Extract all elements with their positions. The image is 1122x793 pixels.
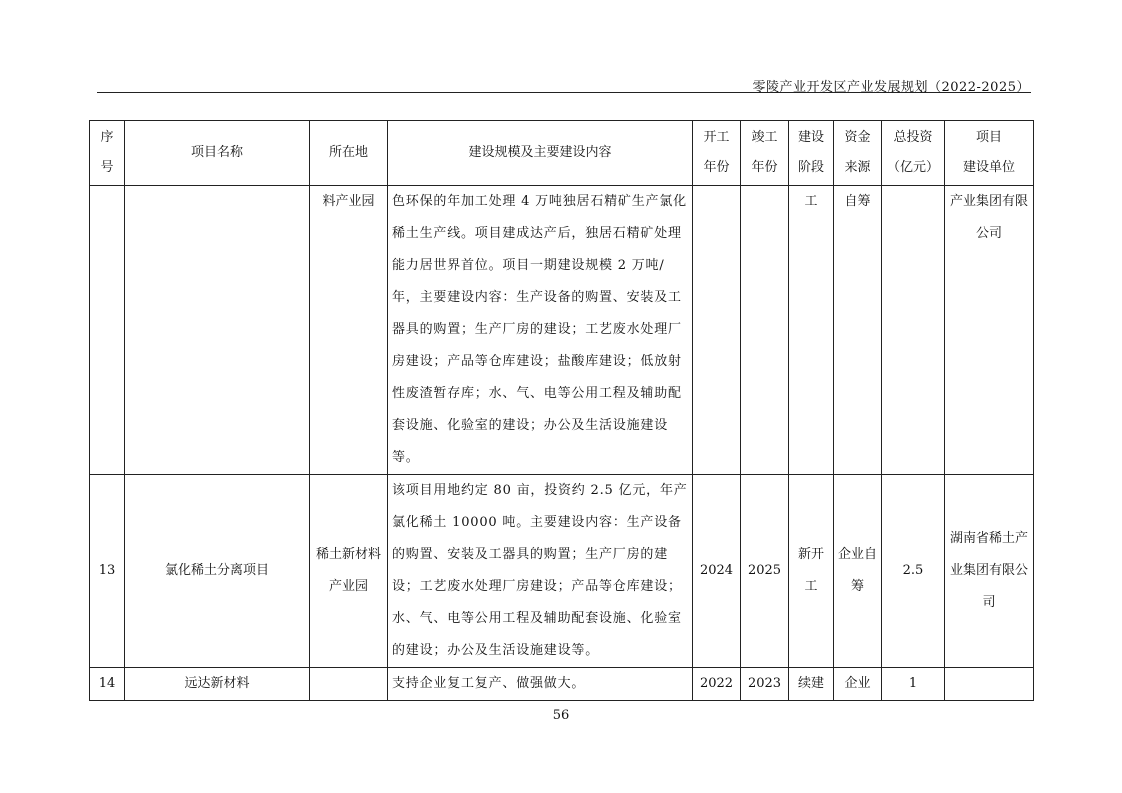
cell-seq: 13 [90,475,125,668]
cell-invest [882,186,945,475]
cell-location: 料产业园 [310,186,388,475]
cell-stage: 工 [789,186,834,475]
cell-end: 2025 [741,475,789,668]
table-row [90,668,1034,701]
cell-fund: 自筹 [834,186,882,475]
cell-unit [945,668,1034,701]
header-fund: 资金 来源 [834,121,882,186]
table-row [90,186,1034,475]
header-content: 建设规模及主要建设内容 [388,121,693,186]
header-start: 开工 年份 [693,121,741,186]
cell-invest: 2.5 [882,475,945,668]
header-location: 所在地 [310,121,388,186]
table-header-row [90,121,1034,186]
header-invest: 总投资 （亿元） [882,121,945,186]
header-stage: 建设 阶段 [789,121,834,186]
cell-end [741,186,789,475]
cell-location [310,668,388,701]
cell-stage: 新开工 [789,475,834,668]
cell-start: 2024 [693,475,741,668]
cell-content: 该项目用地约定 80 亩，投资约 2.5 亿元，年产氯化稀土 10000 吨。主要建设内容：生产设备的购置、安装及工器具的购置；生产厂房的建设；工艺废水处理厂房建设；产品等仓库建设；水、气、电等公用工程及辅助配套设施、化验室的建设；办公及生活设施建设等。 [388,475,693,668]
header-end: 竣工 年份 [741,121,789,186]
cell-seq: 14 [90,668,125,701]
cell-content: 支持企业复工复产、做强做大。 [388,668,693,701]
cell-start: 2022 [693,668,741,701]
cell-fund: 企业 [834,668,882,701]
project-table [89,120,1034,701]
header-divider [97,92,1031,93]
cell-end: 2023 [741,668,789,701]
header-seq: 序 号 [90,121,125,186]
table-row [90,475,1034,668]
cell-name: 氯化稀土分离项目 [125,475,310,668]
cell-location: 稀土新材料产业园 [310,475,388,668]
cell-fund: 企业自筹 [834,475,882,668]
cell-unit: 产业集团有限公司 [945,186,1034,475]
header-unit: 项目 建设单位 [945,121,1034,186]
cell-content: 色环保的年加工处理 4 万吨独居石精矿生产氯化稀土生产线。项目建成达产后，独居石精矿处理能力居世界首位。项目一期建设规模 2 万吨/年，主要建设内容：生产设备的购置、安装及工器具的购置；生产厂房的建设；工艺废水处理厂房建设；产品等仓库建设；盐酸库建设；低放射性废渣暂存库；水、气、电等公用工程及辅助配套设施、化验室的建设；办公及生活设施建设等。 [388,186,693,475]
header-name: 项目名称 [125,121,310,186]
cell-name: 远达新材料 [125,668,310,701]
cell-start [693,186,741,475]
cell-invest: 1 [882,668,945,701]
page-number: 56 [552,708,570,723]
cell-name [125,186,310,475]
page-header-title: 零陵产业开发区产业发展规划（2022-2025） [752,80,1030,95]
cell-stage: 续建 [789,668,834,701]
cell-seq [90,186,125,475]
cell-unit: 湖南省稀土产业集团有限公司 [945,475,1034,668]
